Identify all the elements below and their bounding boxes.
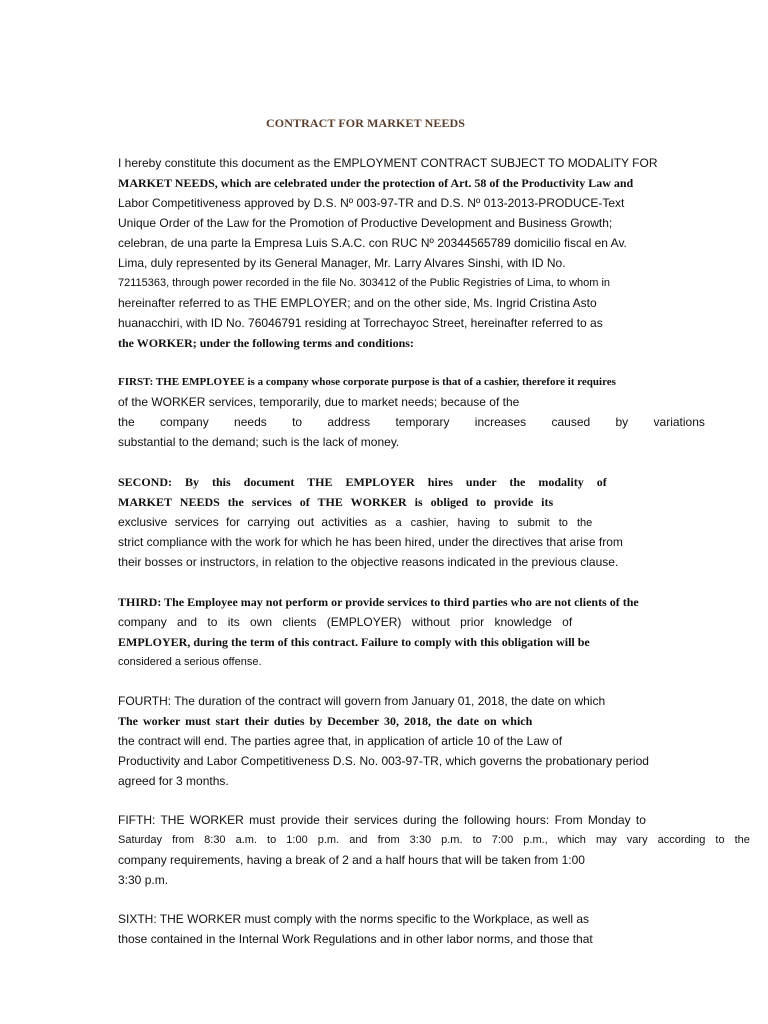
clause-line: Productivity and Labor Competitiveness D.S. No. 003-97-TR, which governs the probationary period bbox=[118, 754, 649, 768]
intro-line: I hereby constitute this document as the EMPLOYMENT CONTRACT SUBJECT TO MODALITY FOR bbox=[118, 156, 658, 170]
clause-text: exclusive services for carrying out activities bbox=[118, 515, 368, 529]
clause-line: company requirements, having a break of 2 and a half hours that will be taken from 1:00 bbox=[118, 853, 585, 867]
clause-line: their bosses or instructors, in relation to the objective reasons indicated in the previous clause. bbox=[118, 555, 619, 569]
clause-line: 3:30 p.m. bbox=[118, 873, 169, 887]
clause-line: substantial to the demand; such is the lack of money. bbox=[118, 435, 400, 449]
document-title: CONTRACT FOR MARKET NEEDS bbox=[266, 116, 466, 130]
clause-line: SECOND: By this document THE EMPLOYER hires under the modality of bbox=[118, 475, 607, 489]
clause-line: agreed for 3 months. bbox=[118, 774, 229, 788]
intro-line: 72115363, through power recorded in the file No. 303412 of the Public Registries of Lima, to whom in bbox=[118, 277, 611, 289]
intro-line: hereinafter referred to as THE EMPLOYER; and on the other side, Ms. Ingrid Cristina Asto bbox=[118, 296, 597, 310]
clause-line: the contract will end. The parties agree that, in application of article 10 of the Law of bbox=[118, 734, 563, 748]
clause-line: THIRD: The Employee may not perform or provide services to third parties who are not clients of the bbox=[118, 595, 639, 609]
intro-line: MARKET NEEDS, which are celebrated under the protection of Art. 58 of the Productivity Law and bbox=[118, 176, 634, 190]
intro-line: Unique Order of the Law for the Promotion of Productive Development and Business Growth; bbox=[118, 216, 613, 230]
clause-line: the company needs to address temporary increases caused by variations bbox=[118, 415, 705, 429]
clause-line: SIXTH: THE WORKER must comply with the norms specific to the Workplace, as well as bbox=[118, 912, 590, 926]
clause-text: as a cashier, having to submit to the bbox=[374, 517, 593, 529]
clause-line: FIRST: THE EMPLOYEE is a company whose corporate purpose is that of a cashier, therefore it requires bbox=[118, 376, 616, 388]
clause-line: MARKET NEEDS the services of THE WORKER is obliged to provide its bbox=[118, 495, 554, 509]
clause-line: strict compliance with the work for which he has been hired, under the directives that arise from bbox=[118, 535, 623, 549]
clause-line: FOURTH: The duration of the contract will govern from January 01, 2018, the date on which bbox=[118, 694, 606, 708]
intro-line: the WORKER; under the following terms and conditions: bbox=[118, 336, 414, 350]
clause-line: company and to its own clients (EMPLOYER) without prior knowledge of bbox=[118, 615, 573, 629]
clause-line: those contained in the Internal Work Regulations and in other labor norms, and those that bbox=[118, 932, 593, 946]
clause-line: considered a serious offense. bbox=[118, 656, 262, 668]
intro-line: Lima, duly represented by its General Manager, Mr. Larry Alvares Sinshi, with ID No. bbox=[118, 256, 566, 270]
intro-line: celebran, de una parte la Empresa Luis S.A.C. con RUC Nº 20344565789 domicilio fiscal en Av. bbox=[118, 236, 627, 250]
clause-line: of the WORKER services, temporarily, due to market needs; because of the bbox=[118, 395, 520, 409]
intro-line: huanacchiri, with ID No. 76046791 residing at Torrechayoc Street, hereinafter referred to as bbox=[118, 316, 603, 330]
clause-line: The worker must start their duties by December 30, 2018, the date on which bbox=[118, 714, 533, 728]
clause-line: Saturday from 8:30 a.m. to 1:00 p.m. and from 3:30 p.m. to 7:00 p.m., which may vary according to the bbox=[118, 834, 750, 846]
clause-line: FIFTH: THE WORKER must provide their services during the following hours: From Monday to bbox=[118, 813, 646, 827]
clause-line: EMPLOYER, during the term of this contract. Failure to comply with this obligation will be bbox=[118, 635, 590, 649]
clause-line bbox=[118, 514, 592, 531]
intro-line: Labor Competitiveness approved by D.S. Nº 003-97-TR and D.S. Nº 013-2013-PRODUCE-Text bbox=[118, 196, 625, 210]
